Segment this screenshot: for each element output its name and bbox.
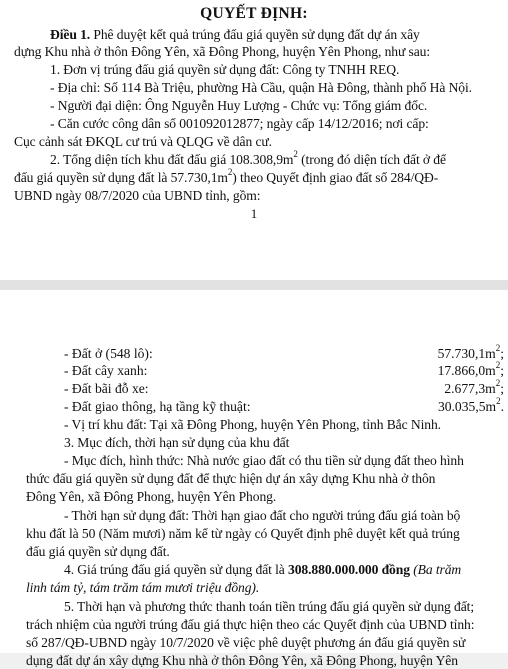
- land-item-label: - Đất ở (548 lô):: [64, 346, 153, 361]
- decision-title: QUYẾT ĐỊNH:: [200, 5, 308, 22]
- paragraph-line: dựng Khu nhà ở thôn Đông Yên, xã Đông Phong, huyện Yên Phong, như sau:: [14, 44, 431, 59]
- paragraph-line: Đông Yên, xã Đông Phong, huyện Yên Phong.: [26, 489, 277, 504]
- land-item-value: $30.035,5m^2$.: [437, 396, 504, 414]
- winning-price: 308.880.000.000 đồng: [288, 562, 410, 577]
- paragraph-line: dụng đất dự án xây dựng Khu nhà ở thôn Đông Yên, xã Đông Phong, huyện Yên: [26, 653, 458, 668]
- total-area-line: 2. Tổng diện tích khu đất đấu giá $108.308,9m^2$ (trong đó diện tích đất ở để: [50, 149, 446, 167]
- paragraph-line: 5. Thời hạn và phương thức thanh toán tiền trúng đấu giá quyền sử dụng đất;: [64, 599, 475, 614]
- address-line: - Địa chỉ: Số 114 Bà Triệu, phường Hà Cầu, quận Hà Đông, thành phố Hà Nội.: [50, 80, 472, 95]
- land-item-label: - Đất bãi đỗ xe:: [64, 381, 149, 396]
- page-number: 1: [250, 206, 258, 221]
- decision-ref-line: UBND ngày 08/7/2020 của UBND tỉnh, gồm:: [14, 188, 261, 203]
- location-line: - Vị trí khu đất: Tại xã Đông Phong, huyện Yên Phong, tỉnh Bắc Ninh.: [64, 417, 441, 432]
- id-issuer-line: Cục cảnh sát ĐKQL cư trú và QLQG về dân cư.: [14, 134, 272, 149]
- id-card-line: - Căn cước công dân số 001092012877; ngày cấp 14/12/2016; nơi cấp:: [50, 116, 429, 131]
- price-line: 4. Giá trúng đấu giá quyền sử dụng đất là 308.880.000.000 đồng (Ba trăm: [64, 562, 462, 577]
- land-item-value: $57.730,1m^2$;: [437, 343, 504, 361]
- document-page-2: [0, 290, 508, 668]
- winner-line: 1. Đơn vị trúng đấu giá quyền sử dụng đất: Công ty TNHH REQ.: [50, 62, 400, 77]
- land-item-label: - Đất cây xanh:: [64, 363, 148, 378]
- paragraph-line: số 287/QĐ-UBND ngày 10/7/2020 về việc phê duyệt phương án đấu giá quyền sử: [26, 635, 466, 650]
- paragraph-line: - Mục đích, hình thức: Nhà nước giao đất có thu tiền sử dụng đất theo hình: [64, 453, 464, 468]
- paragraph-line: - Thời hạn sử dụng đất: Thời hạn giao đất cho người trúng đấu giá toàn bộ: [64, 508, 461, 523]
- residential-area-line: đấu giá quyền sử dụng đất là $57.730,1m^2$) theo Quyết định giao đất số 284/QĐ-: [14, 167, 439, 185]
- paragraph-line: trách nhiệm của người trúng đấu giá thực hiện theo các Quyết định của UBND tỉnh:: [26, 617, 475, 632]
- paragraph-line: khu đất là 50 (Năm mươi) năm kể từ ngày có Quyết định phê duyệt kết quả trúng: [26, 526, 460, 541]
- page-separator: [0, 280, 508, 290]
- land-item-value: $17.866,0m^2$;: [437, 360, 504, 378]
- representative-line: - Người đại diện: Ông Nguyễn Huy Lượng - Chức vụ: Tổng giám đốc.: [50, 98, 428, 113]
- section-3-heading: 3. Mục đích, thời hạn sử dụng của khu đất: [64, 435, 290, 450]
- paragraph-line: thức đấu giá quyền sử dụng đất để thực hiện dự án xây dựng Khu nhà ở thôn: [26, 471, 436, 486]
- land-item-label: - Đất giao thông, hạ tầng kỹ thuật:: [64, 399, 251, 414]
- price-in-words-line: linh tám tỷ, tám trăm tám mươi triệu đồng).: [26, 580, 260, 595]
- article-1-line: [50, 27, 420, 43]
- land-item-value: $2.677,3m^2$;: [444, 378, 504, 396]
- paragraph-line: đấu giá quyền sử dụng đất.: [26, 544, 170, 559]
- document-page-1: [0, 0, 508, 280]
- article-text: Phê duyệt kết quả trúng đấu giá quyền sử dụng đất dự án xây: [90, 27, 420, 42]
- article-label: Điều 1.: [50, 27, 91, 42]
